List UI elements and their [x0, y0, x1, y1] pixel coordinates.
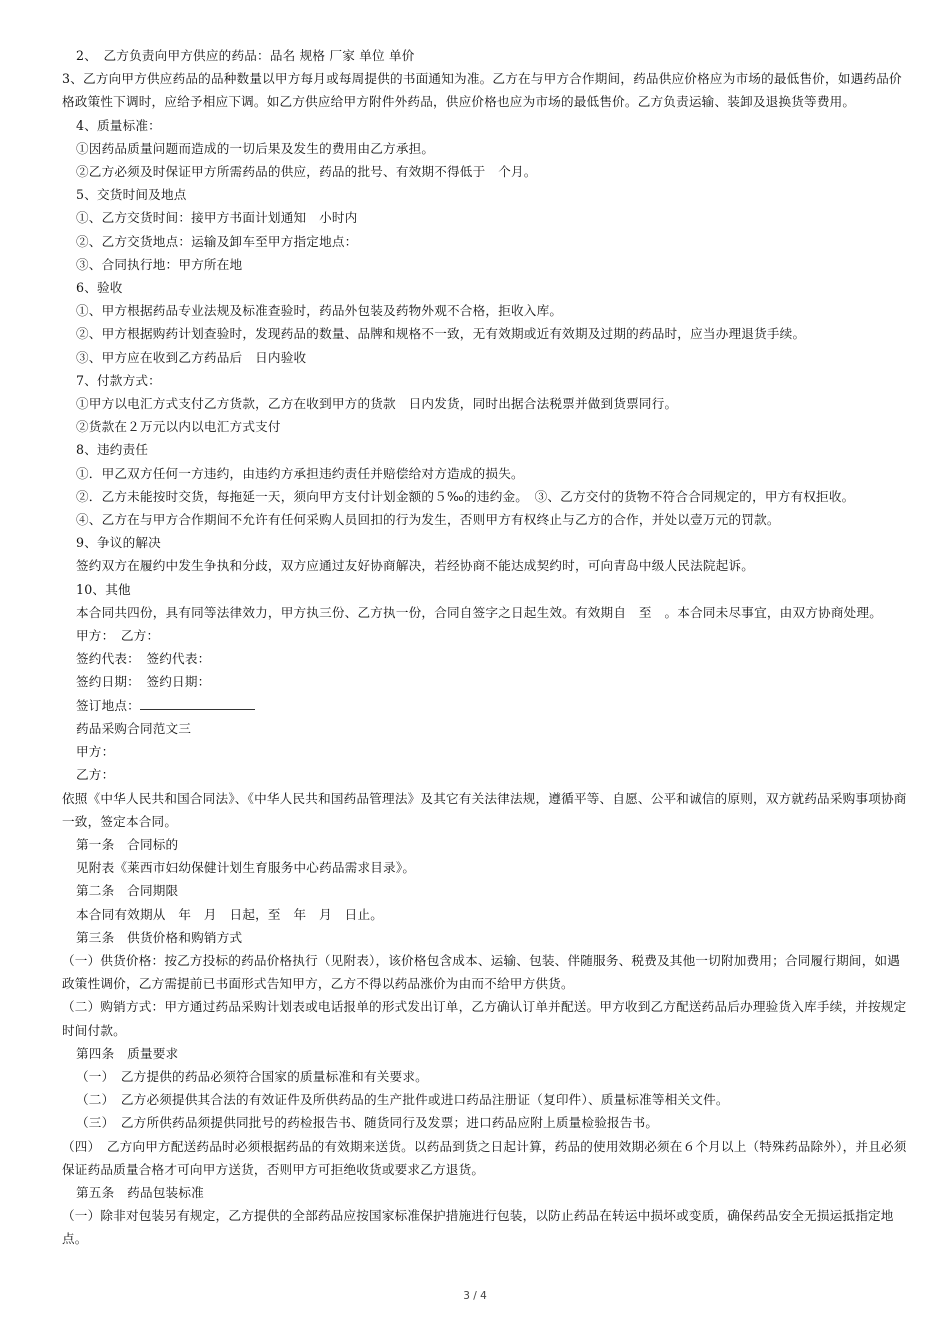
text-line: ②货款在２万元以内以电汇方式支付 [76, 419, 281, 435]
signing-place-line [76, 694, 906, 717]
document-subtitle: 药品采购合同范文三 [76, 720, 192, 736]
text-line: ④、乙方在与甲方合作期间不允许有任何采购人员回扣的行为发生，否则甲方有权终止与乙方的合作，并处以壹万元的罚款。 [76, 512, 780, 528]
article-heading: 第三条 供货价格和购销方式 [76, 929, 243, 945]
section-heading: 4、质量标准： [76, 117, 161, 133]
article-heading: 第二条 合同期限 [76, 883, 179, 899]
text-line: ①、乙方交货时间：接甲方书面计划通知 小时内 [76, 210, 358, 226]
page-number: 3 / 4 [463, 1290, 487, 1302]
text-paragraph: 依照《中华人民共和国合同法》、《中华人民共和国药品管理法》及其它有关法律法规，遵循平等、自愿、公平和诚信的原则，双方就药品采购事项协商一致，签定本合同。 [62, 790, 907, 829]
text-line: （二） 乙方必须提供其合法的有效证件及所供药品的生产批件或进口药品注册证（复印件）、质量标准等相关文件。 [76, 1092, 729, 1108]
text-paragraph: （二）购销方式：甲方通过药品采购计划表或电话报单的形式发出订单，乙方确认订单并配送。甲方收到乙方配送药品后办理验货入库手续，并按规定时间付款。 [62, 999, 907, 1038]
signature-line: 签约代表： 签约代表： [76, 651, 211, 667]
party-a-line: 甲方： [76, 744, 115, 760]
text-line: ②乙方必须及时保证甲方所需药品的供应，药品的批号、有效期不得低于 个月。 [76, 164, 537, 180]
text-line: （三） 乙方所供药品须提供同批号的药检报告书、随货同行及发票；进口药品应附上质量检验报告书。 [76, 1115, 659, 1131]
text-line: ①、甲方根据药品专业法规及标准查验时，药品外包装及药物外观不合格，拒收入库。 [76, 303, 563, 319]
signature-line: 签约日期： 签约日期： [76, 674, 211, 690]
document-body [62, 44, 907, 1251]
text-line: （一） 乙方提供的药品必须符合国家的质量标准和有关要求。 [76, 1068, 428, 1084]
text-line: 本合同有效期从 年 月 日起，至 年 月 日止。 [76, 906, 384, 922]
blank-underline [140, 696, 255, 710]
section-heading: 10、其他 [76, 581, 131, 597]
text-line: ①因药品质量问题而造成的一切后果及发生的费用由乙方承担。 [76, 140, 435, 156]
article-heading: 第四条 质量要求 [76, 1045, 179, 1061]
section-heading: 8、违约责任 [76, 442, 149, 458]
section-heading: 9、争议的解决 [76, 535, 161, 551]
signing-place-label: 签订地点： [76, 697, 140, 713]
signature-line: 甲方： 乙方： [76, 628, 160, 644]
text-line: ③、合同执行地：甲方所在地 [76, 256, 243, 272]
text-paragraph: （四） 乙方向甲方配送药品时必须根据药品的有效期来送货。以药品到货之日起计算，药品的使用效期必须在６个月以上（特殊药品除外），并且必须保证药品质量合格才可向甲方送货，否则甲方可拒绝收货或要求乙方退货。 [62, 1138, 907, 1177]
text-line: ③、甲方应在收到乙方药品后 日内验收 [76, 349, 307, 365]
article-heading: 第一条 合同标的 [76, 836, 179, 852]
text-line: ②、甲方根据购药计划查验时，发现药品的数量、品牌和规格不一致，无有效期或近有效期及过期的药品时，应当办理退货手续。 [76, 326, 806, 342]
text-paragraph: 3、乙方向甲方供应药品的品种数量以甲方每月或每周提供的书面通知为准。乙方在与甲方合作期间，药品供应价格应为市场的最低售价，如遇药品价格政策性下调时，应给予相应下调。如乙方供应给甲方附件外药品，供应价格也应为市场的最低售价。乙方负责运输、装卸及退换货等费用。 [62, 71, 902, 110]
text-line: 签约双方在履约中发生争执和分歧，双方应通过友好协商解决，若经协商不能达成契约时，可向青岛中级人民法院起诉。 [76, 558, 755, 574]
text-line: ②．乙方未能按时交货，每拖延一天，须向甲方支付计划金额的５‰的违约金。 ③、乙方交付的货物不符合合同规定的，甲方有权拒收。 [76, 488, 855, 504]
text-line: 2、 乙方负责向甲方供应的药品：品名 规格 厂家 单位 单价 [76, 48, 415, 63]
section-heading: 6、验收 [76, 280, 123, 296]
section-heading: 7、付款方式： [76, 372, 161, 388]
text-line: ①甲方以电汇方式支付乙方货款，乙方在收到甲方的货款 日内发货，同时出据合法税票并做到货票同行。 [76, 396, 678, 412]
section-heading: 5、交货时间及地点 [76, 187, 187, 203]
text-line: ①．甲乙双方任何一方违约，由违约方承担违约责任并赔偿给对方造成的损失。 [76, 465, 524, 481]
text-line: ②、乙方交货地点：运输及卸车至甲方指定地点： [76, 233, 358, 249]
party-b-line: 乙方： [76, 767, 115, 783]
article-heading: 第五条 药品包装标准 [76, 1184, 204, 1200]
text-line: 本合同共四份，具有同等法律效力，甲方执三份、乙方执一份，合同自签字之日起生效。有效期自 至 。本合同未尽事宜，由双方协商处理。 [76, 604, 883, 620]
text-paragraph: （一）除非对包装另有规定，乙方提供的全部药品应按国家标准保护措施进行包装，以防止药品在转运中损坏或变质，确保药品安全无损运抵指定地点。 [62, 1208, 894, 1247]
text-line: 见附表《莱西市妇幼保健计划生育服务中心药品需求目录》。 [76, 860, 416, 876]
text-paragraph: （一）供货价格：按乙方投标的药品价格执行（见附表），该价格包含成本、运输、包装、伴随服务、税费及其他一切附加费用；合同履行期间，如遇政策性调价，乙方需提前已书面形式告知甲方，乙方不得以药品涨价为由而不给甲方供货。 [62, 952, 901, 992]
